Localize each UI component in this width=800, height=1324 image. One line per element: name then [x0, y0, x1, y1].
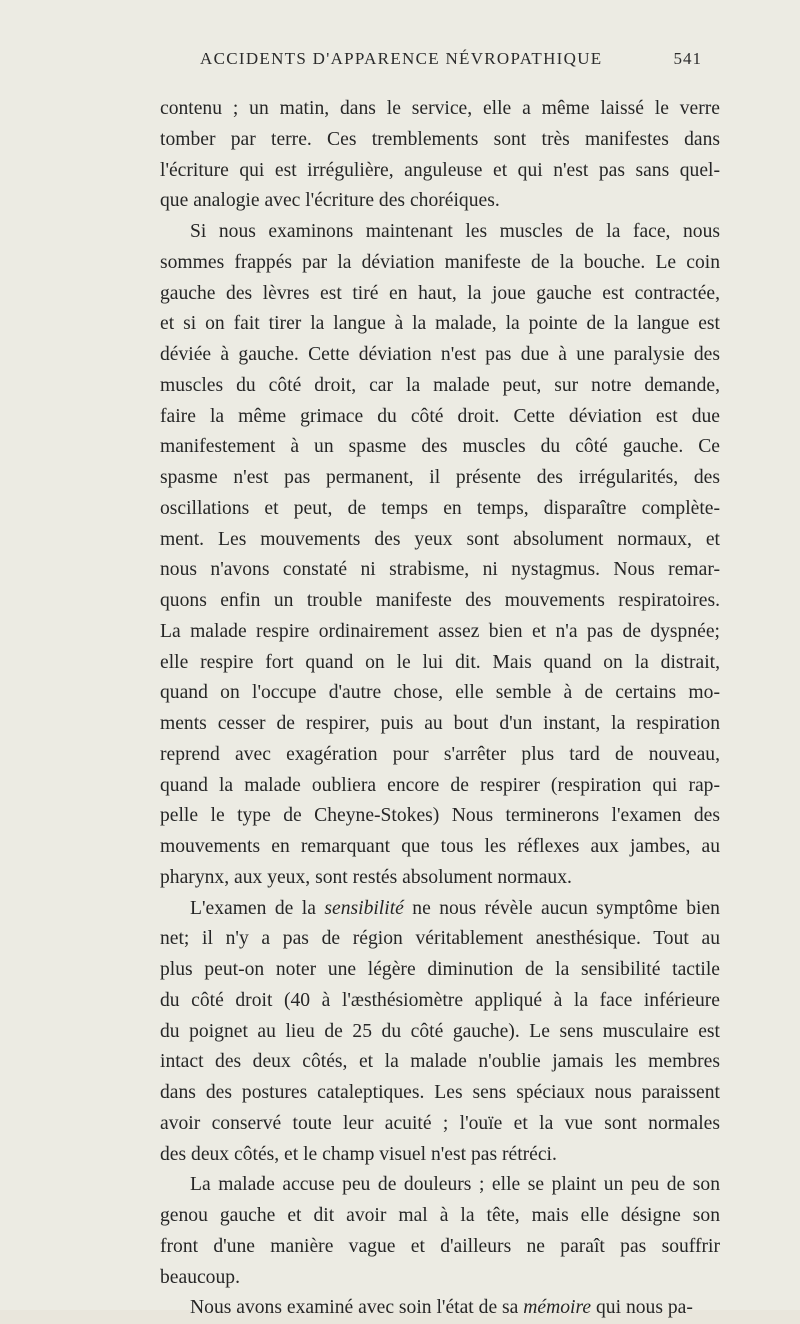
text-segment: nous n'avons constaté ni strabisme, ni nystagmus. Nous remar-: [160, 559, 720, 581]
text-segment: muscles du côté droit, car la malade peut, sur notre demande,: [160, 374, 720, 396]
text-segment: ment. Les mouvements des yeux sont absolument normaux, et: [160, 528, 720, 550]
text-line: [160, 894, 720, 925]
text-line: [160, 1017, 720, 1048]
text-line: [160, 1170, 720, 1201]
text-segment: oscillations et peut, de temps en temps, disparaître complète-: [160, 497, 720, 519]
text-segment: sommes frappés par la déviation manifeste de la bouche. Le coin: [160, 251, 720, 273]
text-segment: La malade respire ordinairement assez bien et n'a pas de dyspnée;: [160, 620, 720, 642]
text-line: [160, 402, 720, 433]
text-line: [160, 494, 720, 525]
body-text: [160, 94, 720, 1324]
text-segment: du côté droit (40 à l'æsthésiomètre appliqué à la face inférieure: [160, 989, 720, 1011]
text-segment: quons enfin un trouble manifeste des mouvements respiratoires.: [160, 590, 720, 611]
text-line: [160, 986, 720, 1017]
text-segment: quand on l'occupe d'autre chose, elle semble à de certains mo-: [160, 682, 720, 704]
text-segment: spasme n'est pas permanent, il présente des irrégularités, des: [160, 467, 720, 488]
text-line: [160, 340, 720, 371]
text-line: [160, 1201, 720, 1232]
text-line: [160, 586, 720, 617]
text-segment: net; il n'y a pas de région véritablement anesthésique. Tout au: [160, 928, 720, 950]
text-segment: que analogie avec l'écriture des choréiques.: [160, 190, 500, 212]
text-line: [160, 1078, 720, 1109]
text-line: [160, 924, 720, 955]
text-segment: L'examen de la: [190, 897, 325, 919]
text-line: [160, 740, 720, 771]
text-segment: qui nous pa-: [591, 1297, 693, 1319]
running-title: ACCIDENTS D'APPARENCE NÉVROPATHIQUE: [200, 49, 603, 68]
text-segment: contenu ; un matin, dans le service, elle a même laissé le verre: [160, 98, 720, 119]
text-line: [160, 1140, 720, 1171]
text-segment: tomber par terre. Ces tremblements sont très manifestes dans: [160, 128, 720, 150]
text-line: [160, 617, 720, 648]
text-line: [160, 186, 720, 217]
text-line: [160, 525, 720, 556]
text-segment: des deux côtés, et le champ visuel n'est pas rétréci.: [160, 1143, 557, 1165]
text-segment: front d'une manière vague et d'ailleurs ne paraît pas souffrir: [160, 1235, 720, 1257]
italic-term: mémoire: [523, 1297, 592, 1319]
text-segment: pharynx, aux yeux, sont restés absolument normaux.: [160, 866, 572, 888]
text-segment: plus peut-on noter une légère diminution de la sensibilité tactile: [160, 959, 720, 980]
text-line: [160, 1293, 720, 1324]
text-line: [160, 309, 720, 340]
text-line: [160, 371, 720, 402]
text-line: [160, 1263, 720, 1294]
text-line: [160, 863, 720, 894]
text-segment: déviée à gauche. Cette déviation n'est pas due à une paralysie des: [160, 344, 720, 365]
text-line: [160, 678, 720, 709]
text-segment: intact des deux côtés, et la malade n'oublie jamais les membres: [160, 1051, 720, 1073]
text-line: [160, 832, 720, 863]
text-segment: quand la malade oubliera encore de respirer (respiration qui rap-: [160, 774, 720, 796]
text-line: [160, 279, 720, 310]
text-line: [160, 156, 720, 187]
text-segment: beaucoup.: [160, 1266, 240, 1288]
text-segment: La malade accuse peu de douleurs ; elle se plaint un peu de son: [190, 1174, 720, 1196]
text-line: [160, 432, 720, 463]
text-line: [160, 125, 720, 156]
text-line: [160, 217, 720, 248]
text-segment: faire la même grimace du côté droit. Cette déviation est due: [160, 405, 720, 427]
text-segment: avoir conservé toute leur acuité ; l'ouïe et la vue sont normales: [160, 1112, 720, 1134]
text-segment: manifestement à un spasme des muscles du côté gauche. Ce: [160, 436, 720, 458]
text-segment: du poignet au lieu de 25 du côté gauche). Le sens musculaire est: [160, 1020, 720, 1042]
page-header: [160, 49, 720, 77]
text-line: [160, 1047, 720, 1078]
text-line: [160, 555, 720, 586]
text-segment: reprend avec exagération pour s'arrêter plus tard de nouveau,: [160, 743, 720, 765]
italic-term: sensibilité: [324, 897, 404, 919]
text-line: [160, 248, 720, 279]
text-line: [160, 648, 720, 679]
text-line: [160, 1109, 720, 1140]
text-segment: et si on fait tirer la langue à la malade, la pointe de la langue est: [160, 313, 720, 335]
text-line: [160, 955, 720, 986]
text-line: [160, 801, 720, 832]
text-line: [160, 463, 720, 494]
text-segment: Si nous examinons maintenant les muscles de la face, nous: [190, 221, 720, 242]
text-segment: elle respire fort quand on le lui dit. Mais quand on la distrait,: [160, 651, 720, 673]
text-line: [160, 94, 720, 125]
text-segment: pelle le type de Cheyne-Stokes) Nous terminerons l'examen des: [160, 805, 720, 827]
text-segment: dans des postures cataleptiques. Les sens spéciaux nous paraissent: [160, 1082, 720, 1103]
text-line: [160, 709, 720, 740]
page-number: 541: [673, 49, 702, 68]
text-segment: l'écriture qui est irrégulière, anguleuse et qui n'est pas sans quel-: [160, 159, 720, 181]
text-segment: gauche des lèvres est tiré en haut, la joue gauche est contractée,: [160, 282, 720, 304]
text-segment: mouvements en remarquant que tous les réflexes aux jambes, au: [160, 836, 720, 857]
text-line: [160, 1232, 720, 1263]
text-segment: genou gauche et dit avoir mal à la tête, mais elle désigne son: [160, 1205, 720, 1226]
text-segment: ne nous révèle aucun symptôme bien: [403, 897, 720, 919]
text-segment: Nous avons examiné avec soin l'état de sa: [190, 1297, 524, 1319]
text-segment: ments cesser de respirer, puis au bout d'un instant, la respiration: [160, 713, 720, 734]
text-line: [160, 771, 720, 802]
